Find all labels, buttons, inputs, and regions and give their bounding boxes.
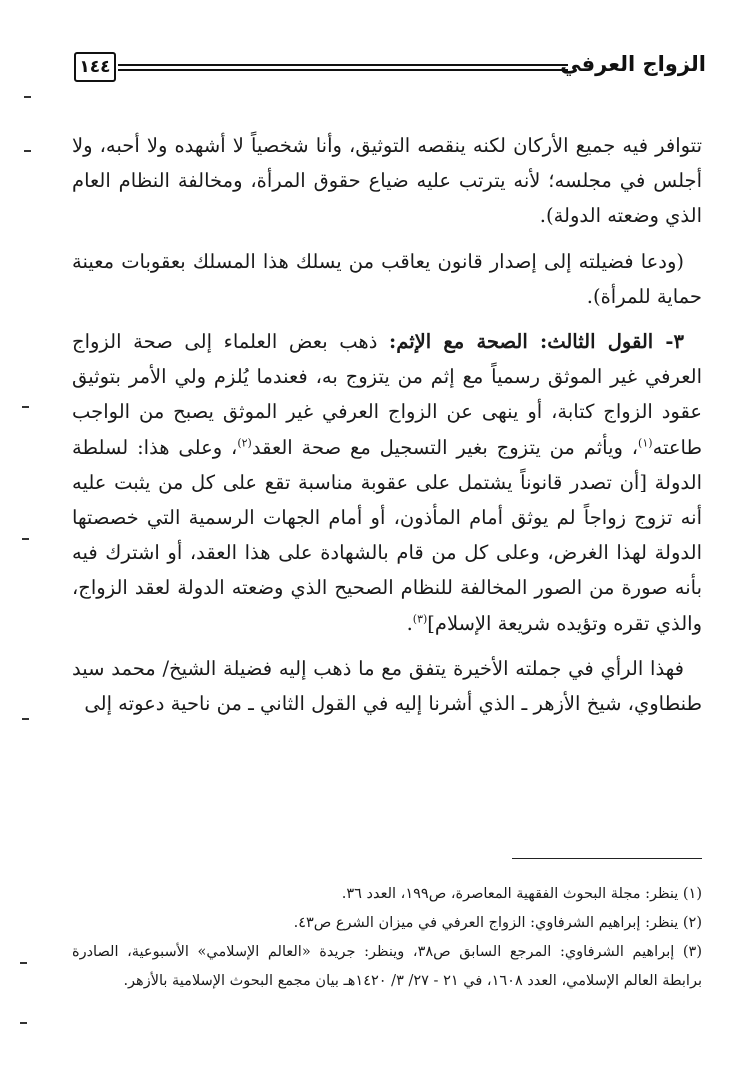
paragraph-3-part-1: ذهب بعض العلماء إلى صحة الزواج العرفي غير الموثق رسمياً مع إثم من يتزوج به، فعندما يُلزم ولي الأمر بتوثيق عقود الزواج كتابة، أو ينهى عن الزواج العرفي غير الموثق يصبح من الواجب طاعته	[72, 330, 702, 459]
page-header	[70, 50, 706, 86]
header-double-rule	[118, 64, 568, 71]
footnote-ref-2: (٢)	[237, 436, 252, 450]
scan-speck	[22, 718, 29, 720]
footnote-1: (١) ينظر: مجلة البحوث الفقهية المعاصرة، ص١٩٩، العدد ٣٦.	[341, 886, 702, 902]
paragraph-1: تتوافر فيه جميع الأركان لكنه ينقصه التوثيق، وأنا شخصياً لا أشهده ولا أحبه، ولا أجلس في مجلسه؛ لأنه يترتب عليه ضياع حقوق المرأة، ومخالفة النظام العام الذي وضعته الدولة).	[72, 134, 702, 228]
scan-speck	[22, 538, 29, 540]
section-heading: ٣- القول الثالث: الصحة مع الإثم:	[389, 330, 684, 354]
scan-speck	[20, 1022, 27, 1024]
footnote-3: (٣) إبراهيم الشرفاوي: المرجع السابق ص٣٨، وينظر: جريدة «العالم الإسلامي» الأسبوعية، الصادرة برابطة العالم الإسلامي، العدد ١٦٠٨، في ٢١ - ٢٧/ ٣/ ١٤٢٠هـ بيان مجمع البحوث الإسلامية بالأزهر.	[72, 944, 702, 989]
scan-speck	[24, 150, 31, 152]
footnotes	[72, 880, 702, 996]
scan-speck	[24, 96, 31, 98]
running-title: الزواج العرفي	[560, 52, 706, 76]
paragraph-2: (ودعا فضيلته إلى إصدار قانون يعاقب من يسلك هذا المسلك بعقوبات معينة حماية للمرأة).	[72, 249, 702, 308]
main-text	[72, 128, 702, 731]
scan-speck	[20, 962, 27, 964]
footnote-2: (٢) ينظر: إبراهيم الشرفاوي: الزواج العرفي في ميزان الشرع ص٤٣.	[293, 915, 702, 931]
paragraph-3-end: .	[406, 611, 413, 635]
footnote-separator	[512, 858, 702, 859]
page-number-box: ١٤٤	[74, 52, 116, 82]
scan-speck	[22, 406, 29, 408]
paragraph-3-part-3: ، وعلى هذا: لسلطة الدولة [أن تصدر قانوناً يشتمل على عقوبة مناسبة تقع على كل من يثبت عليه أنه تزوج زواجاً لم يوثق أمام المأذون، أو أمام الجهات الرسمية التي خصصتها الدولة لهذا الغرض، وعلى كل من قام بالشهادة على هذا العقد، أو اشترك فيه بأنه صورة من الصور المخالفة للنظام الصحيح الذي وضعته الدولة لعقد الزواج، والذي تقره وتؤيده شريعة الإسلام]	[72, 435, 702, 635]
footnote-ref-3: (٣)	[412, 612, 428, 626]
paragraph-4: فهذا الرأي في جملته الأخيرة يتفق مع ما ذهب إليه فضيلة الشيخ/ محمد سيد طنطاوي، شيخ الأزهر ـ الذي أشرنا إليه في القول الثاني ـ من ناحية دعوته إلى	[72, 656, 702, 716]
paragraph-3-part-2: ، ويأثم من يتزوج بغير التسجيل مع صحة العقد	[251, 435, 639, 459]
paragraph-3	[72, 324, 702, 641]
footnote-ref-1: (١)	[638, 436, 653, 450]
